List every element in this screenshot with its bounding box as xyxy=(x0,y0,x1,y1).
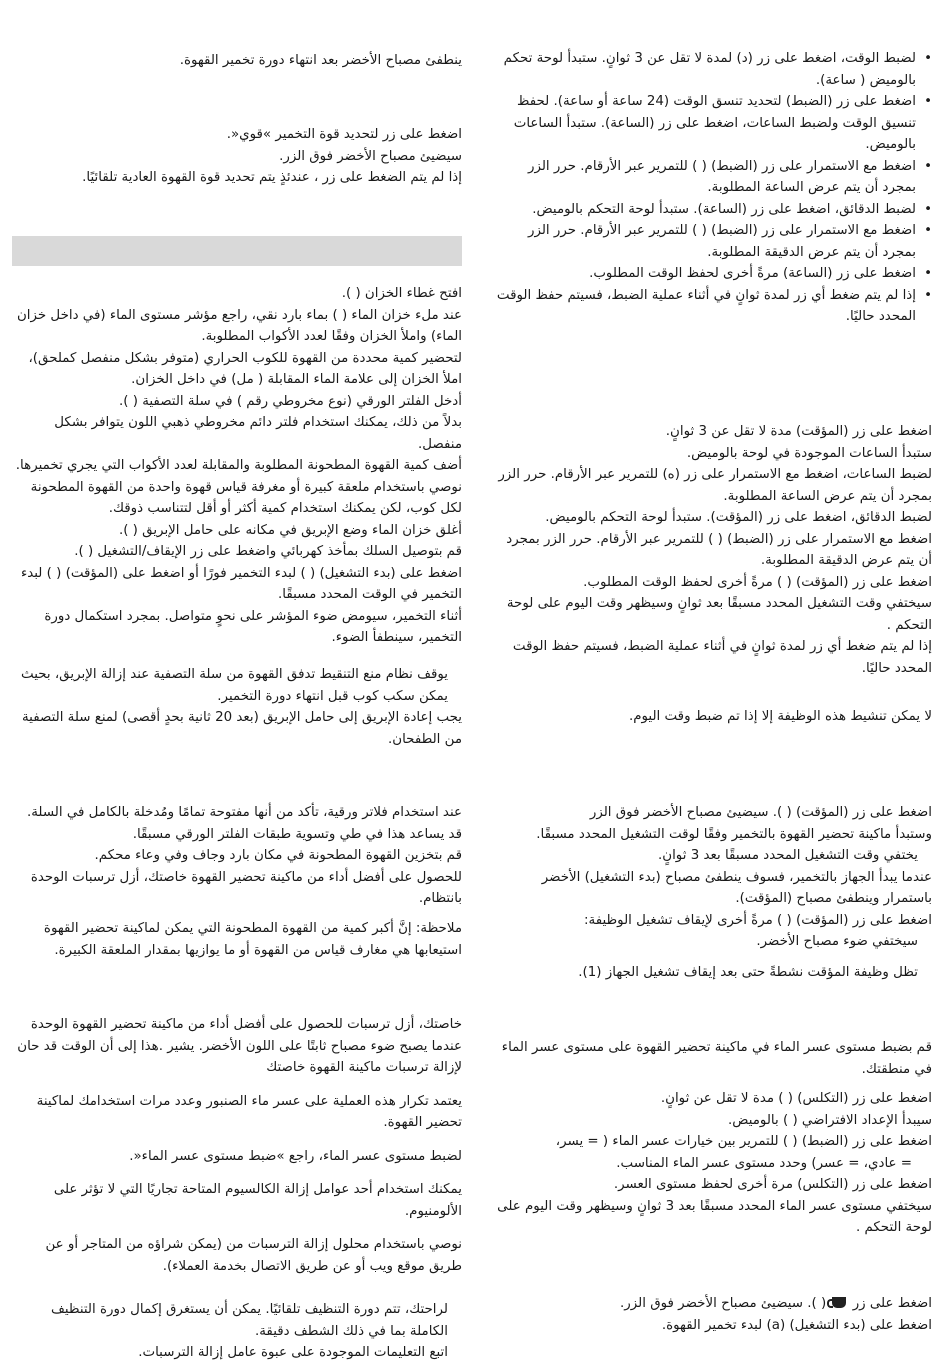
tip-item: قم بتخزين القهوة المطحونة في مكان بارد وجاف وفي وعاء محكم. xyxy=(94,848,462,863)
hardness-step: اضغط على زر (التكلس) ( ) مدة لا تقل عن ثوانٍ. xyxy=(660,1091,932,1106)
section-header-bar xyxy=(12,236,462,266)
descale-paragraph: لضبط مستوى عسر الماء، راجع »ضبط مستوى عسر الماء«. xyxy=(129,1148,462,1164)
set-time-step: • اضغط مع الاستمرار على زر (الضبط) ( ) للتمرير عبر الأرقام. حرر الزر بمجرد أن يتم عرض الدقيقة المطلوبة. xyxy=(492,220,932,263)
drip-stop-paragraph: يوقف نظام منع التنقيط تدفق القهوة من سلة التصفية عند إزالة الإبريق، بحيث يمكن سكب كوب قبل انتهاء دورة التخمير. xyxy=(21,667,448,704)
descale-paragraph: يمكنك استخدام أحد عوامل إزالة الكالسيوم المتاحة تجاريًا التي لا تؤثر على الألومنيوم. xyxy=(53,1182,462,1219)
timer-set-step: اضغط على زر (المؤقت) مدة لا تقل عن 3 ثوانٍ. xyxy=(665,424,932,439)
brewing-steps-section xyxy=(12,283,462,649)
start-brew-post: ( ). سيضيئ مصباح الأخضر فوق الزر. xyxy=(620,1296,827,1311)
timer-set-step: اضغط على زر (المؤقت) ( ) مرةً أخرى لحفظ الوقت المطلوب. xyxy=(583,574,932,590)
descale-paragraph: نوصي باستخدام محلول إزالة الترسبات من (يمكن شراؤه من المتاجر أو عن طريق موقع ويب أو عن طريق الاتصال بخدمة العملاء). xyxy=(45,1237,462,1274)
brew-step: افتح غطاء الخزان ( ). xyxy=(341,286,462,301)
brew-step: قم بتوصيل السلك بمأخذ كهربائي واضغط على زر الإيقاف/التشغيل ( ). xyxy=(74,544,462,559)
start-brew-pre: اضغط على زر xyxy=(852,1296,932,1311)
set-time-step: • اضغط مع الاستمرار على زر (الضبط) ( ) للتمرير عبر الأرقام. حرر الزر بمجرد أن يتم عرض الساعة المطلوبة. xyxy=(492,156,932,199)
strong-brew-step: سيضيئ مصباح الأخضر فوق الزر. xyxy=(279,148,462,164)
start-brew-step xyxy=(492,1293,932,1315)
timer-activate-step: وستبدأ ماكينة تحضير القهوة بالتخمير وفقًا لوقت التشغيل المحدد مسبقًا. xyxy=(536,826,932,842)
set-time-step: • لضبط الدقائق، اضغط على زر (الساعة). ستبدأ لوحة التحكم بالوميض. xyxy=(492,199,932,221)
brew-step: أدخل الفلتر الورقي (نوع مخروطي رقم ) في سلة التصفية ( ). xyxy=(118,393,462,409)
timer-set-step: لضبط الساعات، اضغط مع الاستمرار على زر (ه) للتمرير عبر الأرقام. حرر الزر بمجرد أن يتم عرض الساعة المطلوبة. xyxy=(498,467,932,504)
strong-brew-step: اضغط على زر لتحديد قوة التخمير »قوي«. xyxy=(226,127,462,142)
set-time-step: • لضبط الوقت، اضغط على زر (د) لمدة لا تقل عن 3 ثوانٍ. ستبدأ لوحة تحكم بالوميض ( ساعة). xyxy=(492,48,932,91)
set-time-step: • إذا لم يتم ضغط أي زر لمدة ثوانٍ في أثناء عملية الضبط، فسيتم حفظ الوقت المحدد حاليًا. xyxy=(492,285,932,328)
timer-set-section xyxy=(492,421,932,679)
brew-step: أغلق خزان الماء وضع الإبريق في مكانه على حامل الإبريق ( ). xyxy=(118,522,462,538)
timer-activate-step: اضغط على زر (المؤقت) ( ). سيضيئ مصباح الأخضر فوق الزر xyxy=(589,805,932,820)
descale-paragraph: اتبع التعليمات الموجودة على عبوة عامل إزالة الترسبات. xyxy=(138,1345,448,1360)
strong-brew-step: إذا لم يتم الضغط على زر ، عندئذٍ يتم تحديد قوة القهوة العادية تلقائيًا. xyxy=(82,170,462,185)
timer-set-step: ستبدأ الساعات الموجودة في لوحة بالوميض. xyxy=(686,445,932,461)
strong-brew-section xyxy=(12,124,462,189)
timer-note: لا يمكن تنشيط هذه الوظيفة إلا إذا تم ضبط وقت اليوم. xyxy=(628,709,932,724)
brew-step: عند ملء خزان الماء ( ) بماء بارد نقي، راجع مؤشر مستوى الماء (في داخل خزان الماء) واملأ الخزان وفقًا لعدد الأكواب المطلوبة. xyxy=(16,307,462,344)
drip-stop-section xyxy=(12,664,462,750)
start-brew-step: اضغط على (بدء التشغيل) (a) لبدء تخمير القهوة. xyxy=(661,1317,932,1333)
descale-paragraph: لراحتك، تتم دورة التنظيف تلقائيًا. يمكن أن يستغرق إكمال دورة التنظيف الكاملة بما في ذلك الشطف دقيقة. xyxy=(50,1302,448,1339)
brew-step: لتحضير كمية محددة من القهوة للكوب الحراري (متوفر بشكل منفصل كملحق)، املأ الخزان إلى علامة الماء المقابلة ( مل) في داخل الخزان. xyxy=(28,350,462,387)
tip-item: للحصول على أفضل أداء من ماكينة تحضير القهوة خاصتك، أزل ترسبات الوحدة بانتظام. xyxy=(30,869,462,906)
water-hardness-steps xyxy=(492,1088,932,1239)
timer-activate-step: اضغط على زر (المؤقت) ( ) مرةً أخرى لإيقاف تشغيل الوظيفة: xyxy=(584,912,932,928)
hardness-step: سيبدأ الإعداد الافتراضي ( ) بالوميض. xyxy=(728,1112,932,1128)
set-time-section xyxy=(492,48,932,328)
tip-item: عند استخدام فلاتر ورقية، تأكد من أنها مفتوحة تمامًا ومُدخلة بالكامل في السلة. xyxy=(26,805,462,820)
hardness-step: اضغط على زر (الضبط) ( ) للتمرير بين خيارات عسر الماء ( = يسر، xyxy=(555,1134,932,1149)
descale-paragraph: خاصتك، أزل ترسبات للحصول على أفضل أداء من ماكينة تحضير القهوة الوحدة عندما يصبح ضوء مصباح ثابتًا على اللون الأخضر. يشير .هذا إلى أن الوقت قد حان لإزالة ترسبات ماكينة القهوة خاصتك xyxy=(17,1017,462,1075)
set-time-step: • اضغط على زر (الساعة) مرةً أخرى لحفظ الوقت المطلوب. xyxy=(492,263,932,285)
tips-section xyxy=(12,802,462,910)
drip-stop-paragraph: يجب إعادة الإبريق إلى حامل الإبريق (بعد 20 ثانية بحدٍ أقصى) لمنع سلة التصفية من الطفحان. xyxy=(21,710,462,747)
water-hardness-intro: قم بضبط مستوى عسر الماء في ماكينة تحضير القهوة على مستوى عسر الماء في منطقتك. xyxy=(501,1040,932,1077)
timer-activate-section xyxy=(492,802,932,953)
brew-step: أثناء التخمير، سيومض ضوء المؤشر على نحوٍ متواصل. بمجرد استكمال دورة التخمير، سينطفأ الضوء. xyxy=(44,608,462,645)
hardness-step: سيختفي مستوى عسر الماء المحدد مسبقًا بعد 3 ثوانٍ وسيظهر وقت اليوم على لوحة التحكم . xyxy=(497,1198,932,1235)
set-time-step: • اضغط على زر (الضبط) لتحديد تنسق الوقت (24 ساعة أو ساعة). لحفظ تنسيق الوقت ولضبط الساعات، اضغط على زر (الساعة). ستبدأ الساعات بالوميض. xyxy=(492,91,932,156)
hardness-step: اضغط على زر (التكلس) مرة أخرى لحفظ مستوى العسر. xyxy=(613,1177,932,1192)
timer-activate-step: سيختفي ضوء مصباح الأخضر. xyxy=(756,934,918,949)
timer-set-step: سيختفي وقت التشغيل المحدد مسبقًا بعد ثوانٍ وسيظهر وقت اليوم على لوحة التحكم . xyxy=(506,596,932,633)
start-brew-section xyxy=(492,1293,932,1336)
brew-step: أضف كمية القهوة المطحونة المطلوبة والمقابلة لعدد الأكواب التي يجري تخميرها. نوصي باستخدام ملعقة كبيرة أو مغرفة قياس قهوة واحدة من القهوة المطحونة لكل كوب، لكن يمكنك استخدام كمية أكثر أو أقل لتتناسب ذوقك. xyxy=(15,458,462,516)
timer-set-step: اضغط مع الاستمرار على زر (الضبط) ( ) للتمرير عبر الأرقام. حرر الزر بمجرد أن يتم عرض الدقيقة المطلوبة. xyxy=(506,531,932,568)
brew-step: بدلاً من ذلك، يمكنك استخدام فلتر دائم مخروطي ذهبي اللون يتوافر بشكل منفصل. xyxy=(54,415,462,452)
capacity-note: ملاحظة: إنَّ أكبر كمية من القهوة المطحونة التي يمكن لماكينة تحضير القهوة استيعابها هي مغارف قياس من القهوة أو ما يوازيها بمقدار الملعقة الكبيرة. xyxy=(43,921,462,958)
coffee-cup-icon xyxy=(832,1297,846,1308)
brew-end-note: ينطفئ مصباح الأخضر بعد انتهاء دورة تخمير القهوة. xyxy=(179,53,462,68)
descale-paragraph: يعتمد تكرار هذه العملية على عسر ماء الصنبور وعدد مرات استخدامك لماكينة تحضير القهوة. xyxy=(36,1093,462,1130)
hardness-step: = عادي، = عسر) وحدد مستوى عسر الماء المناسب. xyxy=(616,1155,912,1171)
brew-step: اضغط على (بدء التشغيل) ( ) لبدء التخمير فورًا أو اضغط على (المؤقت) ( ) لبدء التخمير في الوقت المحدد مسبقًا. xyxy=(20,565,462,602)
timer-active-note: تظل وظيفة المؤقت نشطةً حتى بعد إيقاف تشغيل الجهاز (1). xyxy=(578,965,918,980)
timer-set-step: إذا لم يتم ضغط أي زر لمدة ثوانٍ في أثناء عملية الضبط، فسيتم حفظ الوقت المحدد حاليًا. xyxy=(512,639,932,676)
descaling-section xyxy=(12,1014,462,1364)
timer-activate-step: عندما يبدأ الجهاز بالتخمير، فسوف ينطفئ مصباح (بدء التشغيل) الأخضر باستمرار وينطفئ مصباح (المؤقت). xyxy=(541,869,932,906)
timer-set-step: لضبط الدقائق، اضغط على زر (المؤقت). ستبدأ لوحة التحكم بالوميض. xyxy=(545,510,932,525)
timer-activate-step: يختفي وقت التشغيل المحدد مسبقًا بعد 3 ثوانٍ. xyxy=(658,848,918,863)
tip-item: قد يساعد هذا في طي وتسوية طبقات الفلتر الورقي مسبقًا. xyxy=(132,826,462,842)
